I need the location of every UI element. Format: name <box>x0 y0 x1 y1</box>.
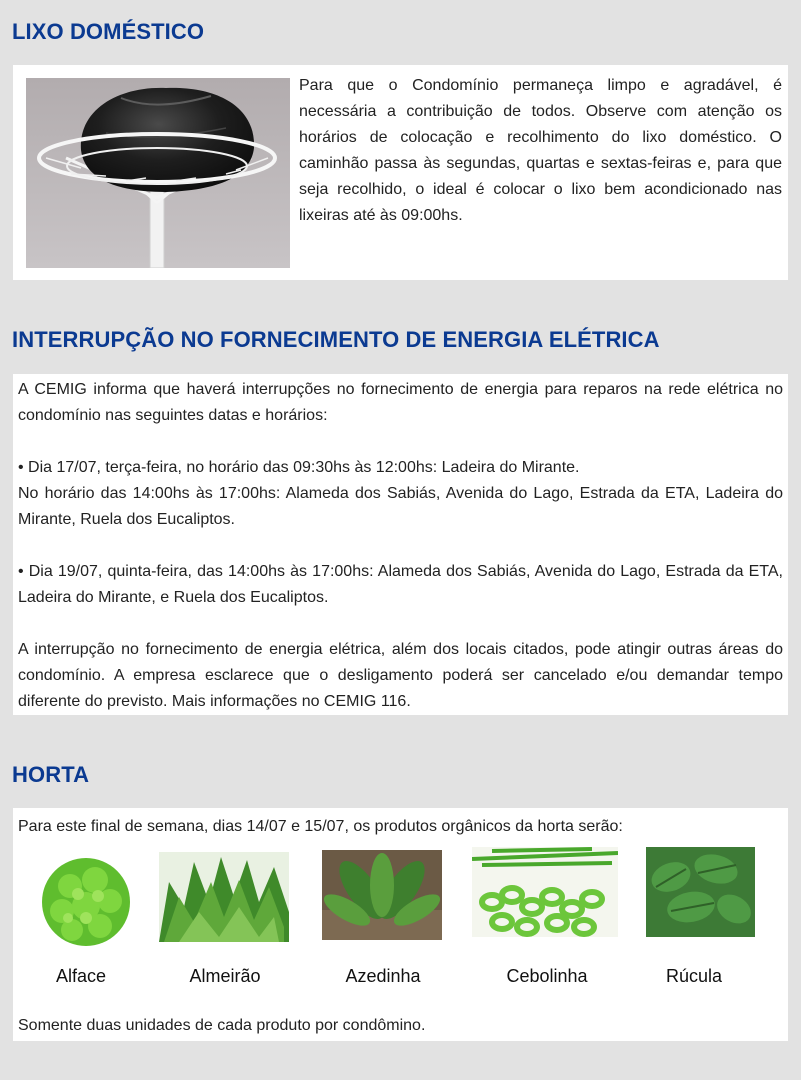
energia-item-2: • Dia 19/07, quinta-feira, das 14:00hs às 17:00hs: Alameda dos Sabiás, Avenida do Lago, Estrada da ETA, Ladeira do Mirante, e Ruela dos Eucaliptos. <box>18 563 783 606</box>
energia-intro: A CEMIG informa que haverá interrupções no fornecimento de energia para reparos na rede elétrica no condomínio nas seguintes datas e horários: <box>18 381 783 424</box>
veg-label-almeirao: Almeirão <box>189 966 261 986</box>
lettuce-photo <box>40 856 132 948</box>
chives-photo <box>472 847 618 937</box>
chicory-photo <box>159 852 289 942</box>
energia-item-1-line-2: No horário das 14:00hs às 17:00hs: Alameda dos Sabiás, Avenida do Lago, Estrada da ETA, Ladeira do Mirante, Ruela dos Eucaliptos. <box>18 485 783 528</box>
horta-footer: Somente duas unidades de cada produto por condômino. <box>18 1017 426 1034</box>
lixo-section-title: LIXO DOMÉSTICO <box>12 19 205 44</box>
arugula-photo <box>646 847 755 937</box>
energia-item-1-line-1: • Dia 17/07, terça-feira, no horário das 09:30hs às 12:00hs: Ladeira do Mirante. <box>18 459 580 476</box>
lixo-panel <box>13 65 788 280</box>
veg-label-rucula: Rúcula <box>665 966 723 986</box>
lixo-text: Para que o Condomínio permaneça limpo e agradável, é necessária a contribuição de todos. Observe com atenção os horários de colocação e recolhimento do lixo doméstico. O caminhão passa às segundas, quartas e sextas-feiras e, para que seja recolhido, o ideal é colocar o lixo bem acondicionado nas lixeiras até às 09:00hs. <box>299 77 782 224</box>
horta-section-title: HORTA <box>12 762 90 787</box>
horta-intro: Para este final de semana, dias 14/07 e 15/07, os produtos orgânicos da horta serão: <box>18 818 623 835</box>
veg-label-azedinha: Azedinha <box>345 966 421 986</box>
veg-label-alface: Alface <box>55 966 107 986</box>
veg-label-cebolinha: Cebolinha <box>506 966 588 986</box>
sorrel-photo <box>322 850 442 940</box>
energia-closing: A interrupção no fornecimento de energia elétrica, além dos locais citados, pode atingir outras áreas do condomínio. A empresa esclarece que o desligamento poderá ser cancelado e/ou demandar tempo diferente do previsto. Mais informações no CEMIG 116. <box>18 641 783 710</box>
energia-panel <box>13 374 788 715</box>
trash-bag-basket-photo <box>26 78 290 268</box>
energia-section-title: INTERRUPÇÃO NO FORNECIMENTO DE ENERGIA ELÉTRICA <box>12 327 660 352</box>
